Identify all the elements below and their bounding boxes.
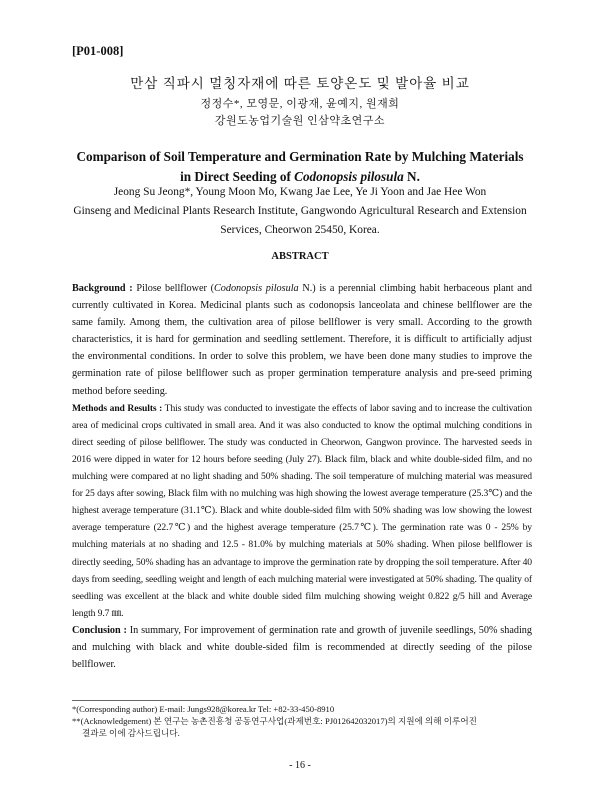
background-text: N.) is a perennial climbing habit herbaceous plant and currently cultivated in Korea. Medicinal plants such as codonopsis lanceolata and chinese bellflower are the same family. Among them, the cultivation area of pilose bellflower is very small. According to the growth characteristics, it is hard for germination and seedling settlement. Therefore, it is difficult to artificially adjust the environmental conditions. In order to solve this problem, we have been done many studies to improve the germination rate of pilose bellflower such as proper germination temperature analysis and pre-seed priming method before seeding. xyxy=(72,283,532,397)
footnote-acknowledgement: **(Acknowledgement) 본 연구는 농촌진흥청 공동연구사업(과제번호: PJ012642032017)의 지원에 의해 이루어진 xyxy=(72,716,477,726)
english-title-line2-pre: in Direct Seeding of xyxy=(180,169,295,184)
korean-title: 만삼 직파시 멀칭자재에 따른 토양온도 및 발아율 비교 xyxy=(130,76,470,91)
conclusion-label: Conclusion : xyxy=(72,624,127,636)
english-authors: Jeong Su Jeong*, Young Moon Mo, Kwang Jae Lee, Ye Ji Yoon and Jae Hee Won xyxy=(113,186,487,198)
abstract-body xyxy=(72,280,532,673)
footnote-divider xyxy=(72,700,272,701)
background-pre: Pilose bellflower ( xyxy=(132,283,214,294)
footnote-acknowledgement-cont: 결과로 이에 감사드립니다. xyxy=(82,728,180,738)
english-authors-block xyxy=(68,183,532,240)
background-label: Background : xyxy=(72,283,133,294)
abstract-heading: ABSTRACT xyxy=(271,251,329,262)
page-number: - 16 - xyxy=(289,760,311,771)
footnote-corresponding: *(Corresponding author) E-mail: Jungs928@korea.kr Tel: +82-33-450-8910 xyxy=(72,704,335,714)
korean-affiliation: 강원도농업기술원 인삼약초연구소 xyxy=(214,115,386,127)
english-title xyxy=(60,147,540,187)
methods-paragraph xyxy=(72,400,532,622)
english-title-line1: Comparison of Soil Temperature and Germination Rate by Mulching Materials xyxy=(76,149,524,164)
methods-text: This study was conducted to investigate the effects of labor saving and to increase the cultivation area of medicinal crops cultivated in small area. And it was also conducted to know the optimal mulching conditions in direct seeding of pilose bellflower. The study was conducted in Cheorwon, Gangwon province. The harvested seeds in 2016 were dipped in water for 12 hours before seeding (July 27). Black film, black and white double-sided film, and no mulching were compared at no light shading and 50% shading. The soil temperature of mulching material was measured for 25 days after sowing, Black film with no mulching was high showing the lowest average temperature (25.3℃) and the highest average temperature (31.1℃). Black and white double-sided film with 50% shading was low showing the lowest average temperature (22.7℃) and the highest average temperature (25.7℃). The germination rate was 0 - 25% by mulching materials at no shading and 12.5 - 81.0% by mulching materials at 50% shading. When pilose bellflower is directly seeding, 50% shading has an advantage to improve the germination rate by dropping the soil temperature. After 40 days from seeding, seedling weight and length of each mulching material were investigated at 50% shading. The quality of seedling was excellent at the black and white double sided film mulching showing weight 0.822 g/5 hill and Average length 9.7 ㎜. xyxy=(72,402,532,619)
poster-code: [P01-008] xyxy=(72,44,124,58)
conclusion-paragraph xyxy=(72,622,532,673)
background-species: Codonopsis pilosula xyxy=(213,283,299,294)
conclusion-text: In summary, For improvement of germination rate and growth of juvenile seedlings, 50% shading and mulching with black and white double-sided film is recommended at directly seeding of the pilose bellflower. xyxy=(72,624,532,671)
english-affiliation: Ginseng and Medicinal Plants Research Institute, Gangwondo Agricultural Research and Extension Services, Cheorwon 25450, Korea. xyxy=(73,205,527,236)
methods-label: Methods and Results : xyxy=(72,402,163,414)
english-title-line2-post: N. xyxy=(403,169,420,184)
korean-authors: 정정수*, 모영문, 이광재, 윤예지, 원재희 xyxy=(200,98,400,110)
background-paragraph xyxy=(72,280,532,400)
english-title-species: Codonopsis pilosula xyxy=(294,169,404,184)
